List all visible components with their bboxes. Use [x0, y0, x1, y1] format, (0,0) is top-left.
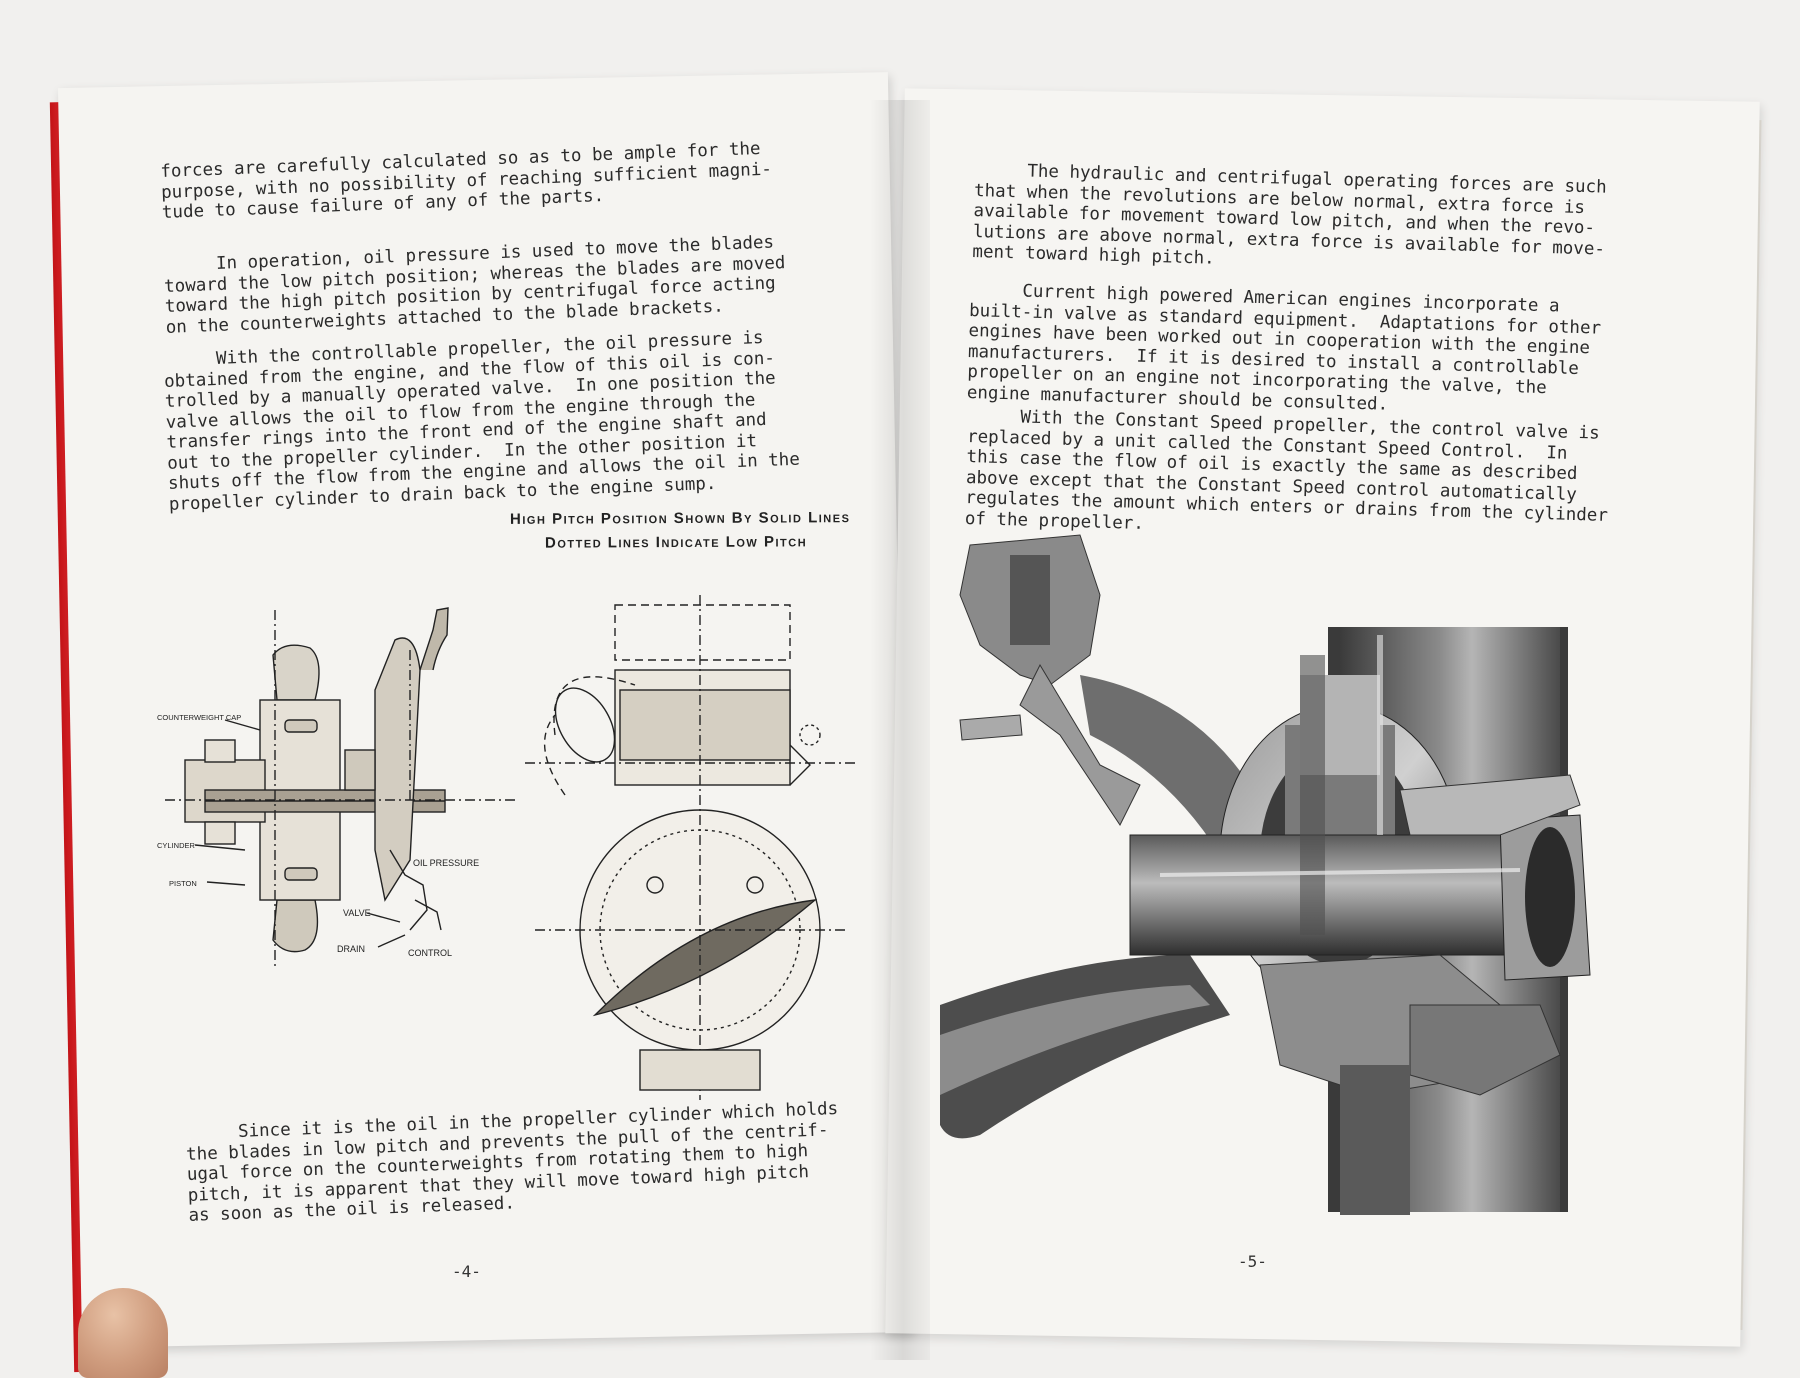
right-paragraph-1: The hydraulic and centrifugal operating forces are such that when the revolutions are below normal, extra force is available for movement toward low pitch, and when the revo- lutions are above normal, extra force is available for move- ment toward high pitch. [972, 160, 1607, 269]
page-number-4: -4- [452, 1262, 481, 1281]
left-paragraph-2: In operation, oil pressure is used to move the blades toward the low pitch position; whereas the blades are moved toward the high pitch position by centrifugal force acting on the counterweights attached to the blade brackets. [163, 232, 786, 338]
left-paragraph-3: With the controllable propeller, the oil pressure is obtained from the engine, and the flow of this oil is con- trolled by a manually operated valve. In one position the valve allows the oil to flow from the engine through the transfer rings into the front end of the engine shaft and out to the propeller cylinder. In the other position it shuts off the flow from the engine and allows the oil in the propeller cylinder to drain back to the engine sump. [163, 327, 801, 515]
constant-speed-propeller-photo [940, 535, 1660, 1215]
diagram-caption-line-1: High Pitch Position Shown By Solid Lines [509, 509, 851, 528]
label-valve: VALVE [343, 908, 371, 918]
label-control: CONTROL [408, 948, 453, 958]
label-counterweight-cap: COUNTERWEIGHT CAP [157, 713, 242, 722]
pitch-position-diagram [525, 595, 855, 1100]
page-number-5: -5- [1238, 1252, 1267, 1271]
label-oil-pressure: OIL PRESSURE [413, 858, 480, 868]
label-piston: PISTON [169, 879, 197, 888]
book-gutter [870, 100, 930, 1360]
right-paragraph-2: Current high powered American engines incorporate a built-in valve as standard equipment. Adaptations for other engines have been worked out in cooperation with the engine manufacturers. If it is desired to install a controllable propeller on an engine not incorporating the valve, the engine manufacturer should be consulted. [966, 280, 1602, 415]
right-paragraph-3: With the Constant Speed propeller, the control valve is replaced by a unit called the Constant Speed Control. In this case the flow of oil is exactly the same as described above except that the Constant Speed control automatically regulates the amount which enters or drains from the cylinder of the propeller. [964, 406, 1609, 534]
label-cylinder: CYLINDER [157, 841, 195, 850]
left-paragraph-4: Since it is the oil in the propeller cylinder which holds the blades in low pitch and prevents the pull of the centrif- ugal force on the counterweights from rotating them to high pitch, it is apparent that they will move toward high pitch as soon as the oil is released. [185, 1098, 839, 1226]
label-drain: DRAIN [337, 944, 366, 954]
propeller-cross-section-diagram [157, 600, 515, 980]
diagram-caption-line-2: Dotted Lines Indicate Low Pitch [544, 533, 808, 552]
left-paragraph-1: forces are carefully calculated so as to be ample for the purpose, with no possibility of reaching sufficient magni- tude to cause failure of any of the parts. [160, 138, 773, 223]
thumb [78, 1288, 168, 1378]
